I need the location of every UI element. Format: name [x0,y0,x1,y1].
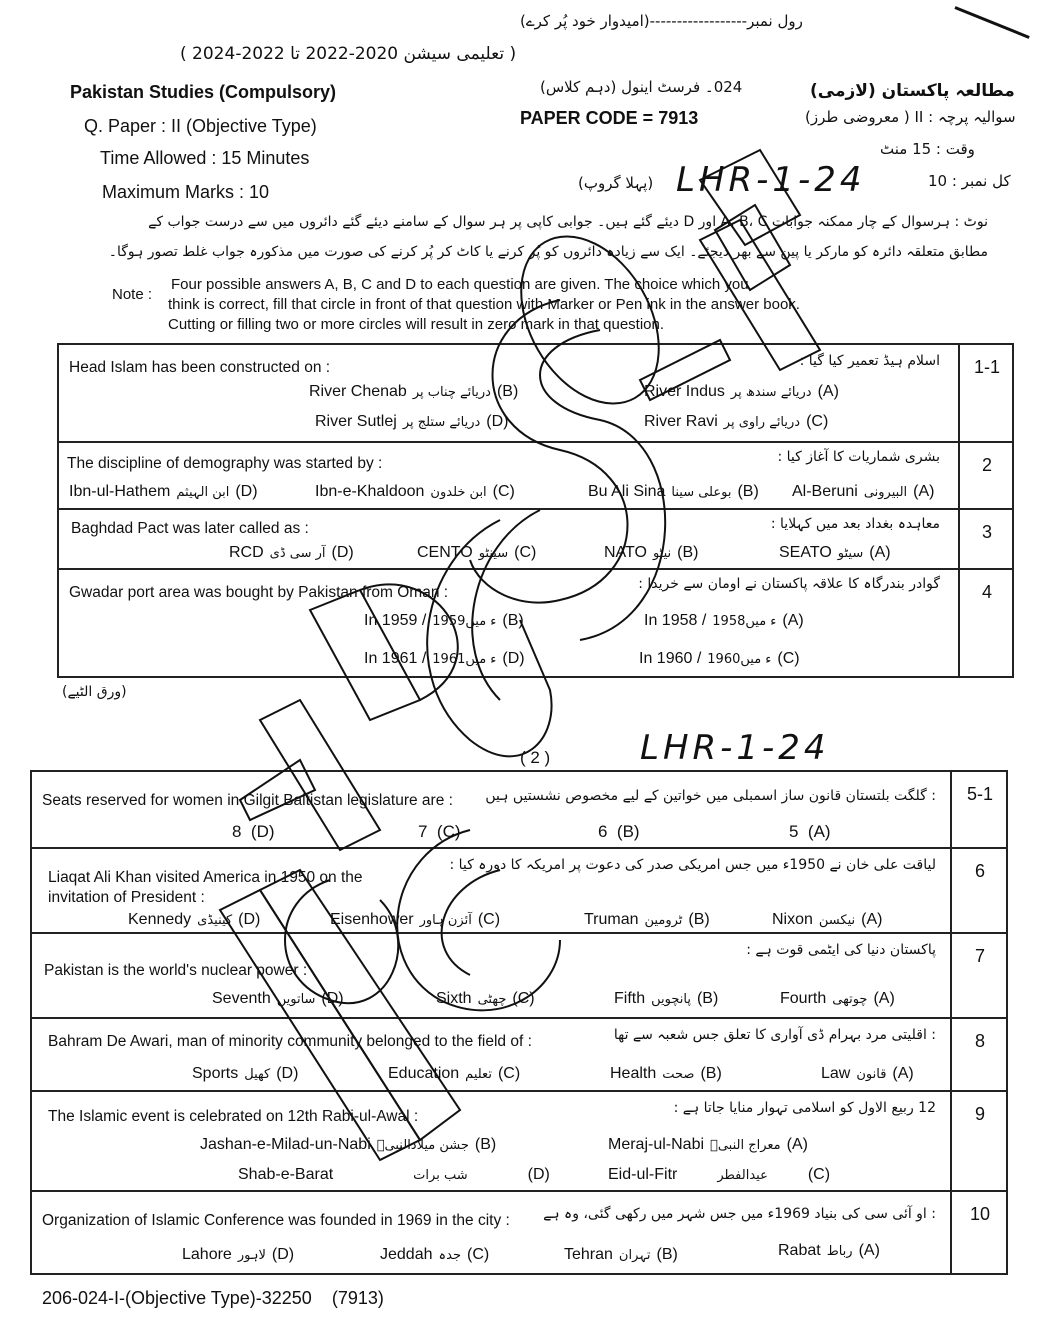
question-table-page1 [57,343,1014,678]
question-row-7 [32,932,1006,1017]
question-number: 9 [950,1092,1008,1190]
footer-paper-id: 206-024-I-(Objective Type)-32250 [42,1288,312,1308]
option-b[interactable]: NATO نیٹو (B) [604,544,699,561]
option-c[interactable]: Jeddah جدہ (C) [380,1246,490,1263]
option-a[interactable]: Law قانون (A) [821,1065,914,1082]
question-row-4 [59,568,1012,678]
max-marks-en: Maximum Marks : 10 [102,182,270,202]
question-text-en: Organization of Islamic Conference was founded in 1969 in the city : [42,1212,510,1229]
question-text-ur: 12 ربیع الاول کو اسلامی تہوار منایا جاتا ہے : [673,1100,936,1116]
question-text-en: Gwadar port area was bought by Pakistan from Oman : [69,584,449,601]
option-d[interactable]: Lahore لاہور (D) [182,1246,295,1263]
question-text-ur: : او آئی سی کی بنیاد 1969ء میں جس شہر میں رکھی گئی، وہ ہے [543,1206,936,1222]
question-text-en-line2: invitation of President : [48,889,205,906]
question-text-en: The Islamic event is celebrated on 12th Rabi-ul-Awal : [48,1108,419,1125]
question-text-en-line1: Liaqat Ali Khan visited America in 1950 on the [48,869,363,886]
question-text-ur: بشری شماریات کا آغاز کیا : [777,449,940,465]
note-line2: think is correct, fill that circle in front of that question with Marker or Pen ink in the answer book. [168,296,800,313]
option-b[interactable]: Jashan-e-Milad-un-Nabi جشن میلادالنبیؐ (B) [200,1136,497,1153]
option-b[interactable]: Bu Ali Sina بوعلی سینا (B) [588,483,759,500]
question-number: 7 [950,934,1008,1017]
max-marks-ur: کل نمبر : 10 [928,172,1011,190]
option-c[interactable]: 7 (C) [418,822,461,841]
option-c[interactable]: Eisenhower آئزن ہاور (C) [330,911,501,928]
group-label-ur: (پہلا گروپ) [578,174,654,192]
question-number: 5-1 [950,772,1008,847]
option-d[interactable]: Shab-e-Barat شب برات (D) [238,1166,550,1183]
paper-code: PAPER CODE = 7913 [520,108,699,128]
option-b[interactable]: Fifth پانچویں (B) [614,990,719,1007]
question-number: 10 [950,1192,1008,1275]
question-table-page2 [30,770,1008,1275]
question-row-8 [32,1017,1006,1090]
option-a[interactable]: Fourth چوتھی (A) [780,990,895,1007]
class-label-ur: 024۔ فرسٹ اینول (دہم کلاس) [540,78,743,96]
option-c[interactable]: CENTO سینٹو (C) [417,544,537,561]
subject-title-en: Pakistan Studies (Compulsory) [70,82,337,102]
option-b[interactable]: Health صحت (B) [610,1065,722,1082]
option-d[interactable]: Ibn-ul-Hathem ابن الہیثم (D) [69,483,258,500]
option-a[interactable]: Meraj-ul-Nabi معراج النبیؐ (A) [608,1136,808,1153]
question-number: 3 [958,510,1014,568]
question-text-ur: گوادر بندرگاہ کا علاقہ پاکستان نے اومان سے خریدا : [638,576,940,592]
question-row-1 [59,345,1012,441]
note-line3: Cutting or filling two or more circles will result in zero mark in that question. [168,316,665,333]
question-row-3 [59,508,1012,568]
option-c[interactable]: Education تعلیم (C) [388,1065,521,1082]
question-text-en: Baghdad Pact was later called as : [71,520,309,537]
question-text-en: Seats reserved for women in Gilgit Baltistan legislature are : [42,792,453,809]
question-row-5 [32,772,1006,847]
option-b[interactable]: 6 (B) [598,822,640,841]
option-a[interactable]: 5 (A) [789,822,831,841]
question-number: 2 [958,443,1014,508]
time-allowed-ur: وقت : 15 منٹ [880,140,975,158]
turn-over-note: (ورق الٹیے) [62,684,127,700]
question-row-6 [32,847,1006,932]
option-a[interactable]: SEATO سیٹو (A) [779,544,891,561]
option-a[interactable]: Nixon نیکسن (A) [772,911,883,928]
roll-no-label: رول نمبر [747,12,803,30]
option-b[interactable]: Truman ٹرومین (B) [584,911,710,928]
note-label: Note : [112,286,153,303]
option-c[interactable]: Sixth چھٹی (C) [436,990,535,1007]
option-d[interactable]: Seventh ساتویں (D) [212,990,344,1007]
qpaper-ur: سوالیہ پرچہ : II ( معروضی طرز) [805,108,1016,126]
footer-code [42,1288,384,1309]
question-text-en: Pakistan is the world's nuclear power : [44,962,308,979]
question-text-ur: : گلگت بلتستان قانون ساز اسمبلی میں خواتین کے لیے مخصوص نشستیں ہیں [485,788,936,804]
option-a[interactable]: Al-Beruni البیرونی (A) [792,483,935,500]
option-c[interactable]: Eid-ul-Fitr عیدالفطر (C) [608,1166,831,1183]
option-d[interactable]: RCD آر سی ڈی (D) [229,544,354,561]
question-text-ur: اسلام ہیڈ تعمیر کیا گیا : [799,353,940,369]
option-c[interactable]: Ibn-e-Khaldoon ابن خلدون (C) [315,483,515,500]
page2-handwritten-tag: LHR-1-24 [640,728,830,768]
option-b[interactable]: In 1959 / 1959ء میں (B) [364,612,524,629]
handwritten-tag: LHR-1-24 [676,160,866,200]
option-d[interactable]: Kennedy کینیڈی (D) [128,911,261,928]
option-c[interactable]: In 1960 / 1960ء میں (C) [639,650,800,667]
corner-pen-mark [954,6,1029,39]
candidate-fill-note: (امیدوار خود پُر کرے) [520,12,650,30]
instructions-ur-line2: مطابق متعلقہ دائرہ کو مارکر یا پین سے بھر دیجئے۔ ایک سے زیادہ دائروں کو پُر کرنے یا کاٹ کر پُر کرنے کی صورت میں مذکورہ جواب غلط تصور ہوگا۔ [108,244,988,260]
question-text-en: The discipline of demography was started by : [67,455,383,472]
option-c[interactable]: River Ravi دریائے راوی پر (C) [644,413,829,430]
time-allowed-en: Time Allowed : 15 Minutes [100,148,310,168]
option-a[interactable]: River Indus دریائے سندھ پر (A) [644,383,839,400]
question-number: 6 [950,849,1008,932]
instructions-ur-line1: نوٹ : ہرسوال کے چار ممکنہ جوابات A، B، C اور D دیئے گئے ہیں۔ جوابی کاپی پر ہر سوال کے سامنے دیئے گئے دائروں میں سے درست جواب کے [148,214,988,230]
option-d[interactable]: In 1961 / 1961ء میں (D) [364,650,525,667]
qpaper-en: Q. Paper : II (Objective Type) [84,116,317,136]
option-d[interactable]: 8 (D) [232,822,275,841]
option-a[interactable]: In 1958 / 1958ء میں (A) [644,612,804,629]
roll-no-line [520,12,803,30]
session-line: ( تعلیمی سیشن 2020-2022 تا 2022-2024 ) [180,44,517,64]
roll-no-blank: ------------------ [649,12,748,30]
question-text-ur: پاکستان دنیا کی ایٹمی قوت ہے : [746,942,936,958]
question-row-10 [32,1190,1006,1275]
note-line1: Four possible answers A, B, C and D to each question are given. The choice which you [171,276,749,293]
option-a[interactable]: Rabat رباط (A) [778,1242,880,1259]
question-number: 1-1 [958,345,1014,441]
page-number: ( 2 ) [520,748,551,767]
question-text-ur: معاہدہ بغداد بعد میں کہلایا : [770,516,940,532]
question-text-ur: لیاقت علی خان نے 1950ء میں جس امریکی صدر کی دعوت پر امریکہ کا دورہ کیا : [449,857,936,873]
question-row-9 [32,1090,1006,1190]
option-d[interactable]: Sports کھیل (D) [192,1065,299,1082]
option-d[interactable]: River Sutlej دریائے ستلج پر (D) [315,413,509,430]
question-number: 4 [958,570,1014,678]
question-text-ur: : اقلیتی مرد بہرام ڈی آواری کا تعلق جس شعبہ سے تھا [613,1027,936,1043]
subject-title-ur: مطالعہ پاکستان (لازمی) [810,81,1015,101]
question-number: 8 [950,1019,1008,1090]
footer-paper-code: (7913) [331,1288,384,1308]
option-b[interactable]: River Chenab دریائے چناب پر (B) [309,383,519,400]
question-row-2 [59,441,1012,508]
option-b[interactable]: Tehran تہران (B) [564,1246,678,1263]
question-text-en: Bahram De Awari, man of minority community belonged to the field of : [48,1033,532,1050]
question-text-en: Head Islam has been constructed on : [69,359,331,376]
